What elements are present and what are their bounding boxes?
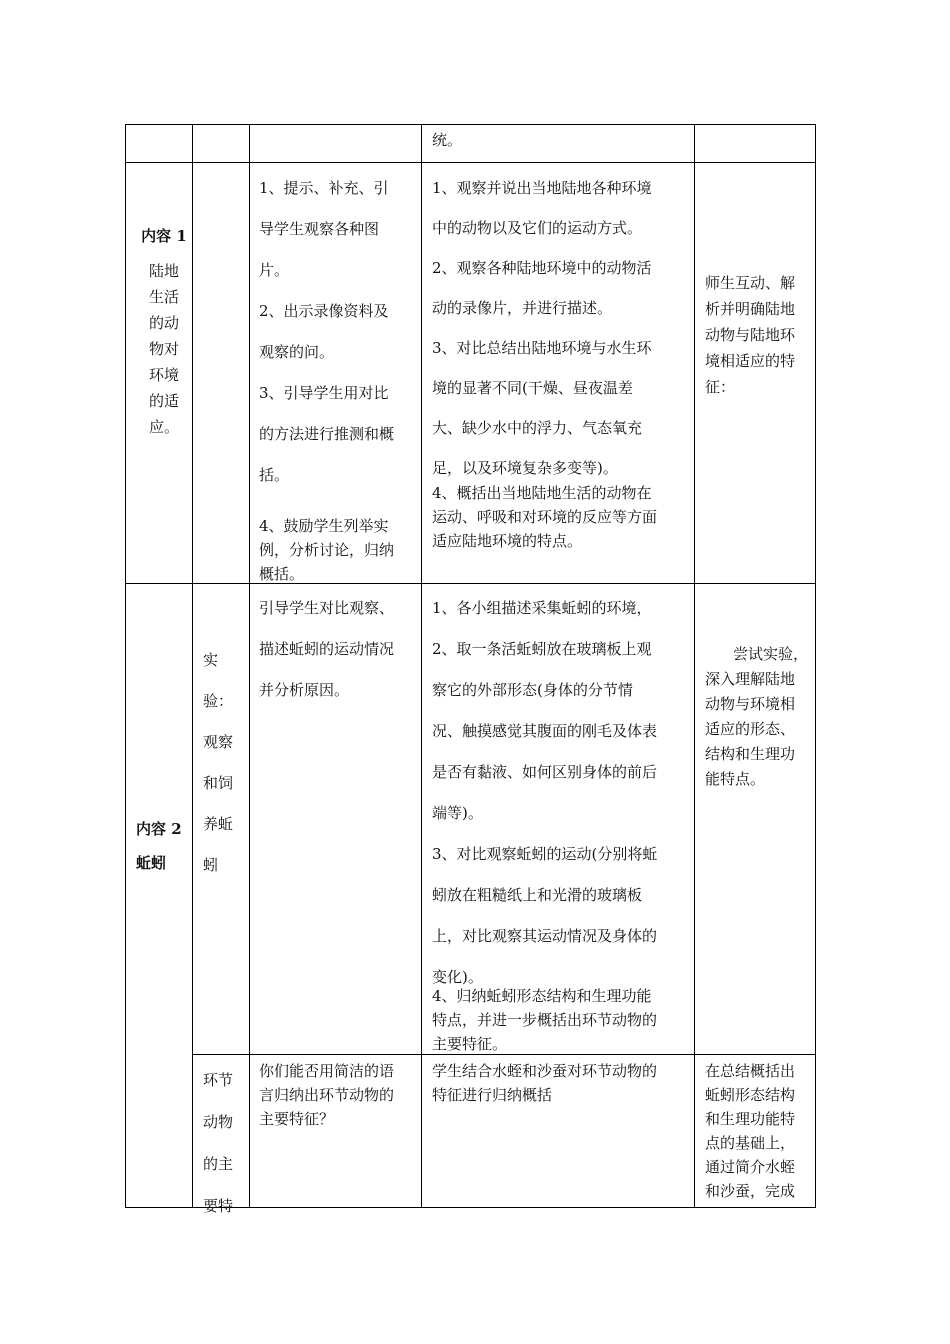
row3-subtopic-cell <box>203 1059 233 1227</box>
text-line: 1、观察并说出当地陆地各种环境 <box>432 179 652 197</box>
text-line: 点的基础上， <box>705 1134 796 1152</box>
row3-student-activity <box>432 1059 657 1107</box>
text-line: 适应陆地环境的特点。 <box>432 532 583 550</box>
text-line: 中的动物以及它们的运动方式。 <box>432 219 643 237</box>
text-line: 例，分析讨论，归纳 <box>259 541 395 559</box>
text-line: 结构和生理功 <box>705 745 796 763</box>
text-line: 并分析原因。 <box>259 681 350 699</box>
row1-student-activity <box>432 168 652 488</box>
text-line: 和生理功能特 <box>705 1110 796 1128</box>
col-line-1 <box>192 124 193 1208</box>
text-line: 足，以及环境复杂多变等)。 <box>432 459 618 477</box>
row3-teacher-question <box>259 1059 394 1131</box>
text-line: 况、触摸感觉其腹面的刚毛及体表 <box>432 722 658 740</box>
text-line: 言归纳出环节动物的 <box>259 1086 395 1104</box>
text-line: 主要特征？ <box>259 1110 335 1128</box>
row1-topic-cell <box>136 226 192 440</box>
row0-activity-text <box>432 130 462 150</box>
text-line: 运动、呼吸和对环境的反应等方面 <box>432 508 658 526</box>
text-line: 征： <box>705 378 736 396</box>
row1-design-intent <box>705 270 795 400</box>
col-line-3 <box>421 124 422 1208</box>
content-1-title: 内容 1 <box>141 227 187 245</box>
text-line: 在总结概括出 <box>705 1062 796 1080</box>
col-line-2 <box>249 124 250 1208</box>
text-line: 你们能否用简洁的语 <box>259 1062 395 1080</box>
text-line: 实 <box>203 651 219 669</box>
text-line: 括。 <box>259 466 290 484</box>
text-line: 导学生观察各种图 <box>259 220 380 238</box>
row3-design-intent <box>705 1059 795 1203</box>
col-line-4 <box>694 124 695 1208</box>
text-line: 4、鼓励学生列举实 <box>259 517 389 535</box>
text-line: 物对 <box>148 340 179 358</box>
col-line-5 <box>815 124 816 1208</box>
text-line: 养蚯 <box>203 815 234 833</box>
text-line: 陆地 <box>148 262 179 280</box>
table-border-top <box>125 124 816 125</box>
text-line: 2、取一条活蚯蚓放在玻璃板上观 <box>432 640 652 658</box>
text-line: 1、提示、补充、引 <box>259 179 389 197</box>
text-line: 概括。 <box>259 565 305 583</box>
text-line: 蚯蚓形态结构 <box>705 1086 796 1104</box>
text-line: 应。 <box>148 418 179 436</box>
text-line: 特点，并进一步概括出环节动物的 <box>432 1011 658 1029</box>
text-line: 3、引导学生用对比 <box>259 384 389 402</box>
text-line: 大、缺少水中的浮力、气态氧充 <box>432 419 643 437</box>
text-line: 描述蚯蚓的运动情况 <box>259 640 395 658</box>
text-line: 动的录像片，并进行描述。 <box>432 299 613 317</box>
content-2-subtitle: 蚯蚓 <box>136 854 167 872</box>
text-line: 学生结合水蛭和沙蚕对环节动物的 <box>432 1062 658 1080</box>
text-line: 3、对比总结出陆地环境与水生环 <box>432 339 652 357</box>
text-line: 片。 <box>259 261 290 279</box>
text-line: 2、出示录像资料及 <box>259 302 389 320</box>
text-line: 蚓放在粗糙纸上和光滑的玻璃板 <box>432 886 643 904</box>
text-line: 动物与环境相 <box>705 695 796 713</box>
text-line: 环境 <box>148 366 179 384</box>
text-line: 统。 <box>432 131 463 149</box>
row1-teacher-activity <box>259 168 394 496</box>
text-line: 变化)。 <box>432 968 483 986</box>
text-line: 境相适应的特 <box>705 352 796 370</box>
text-line: 生活 <box>148 288 179 306</box>
text-line: 环节 <box>203 1071 234 1089</box>
row-divider-1 <box>125 162 816 163</box>
content-2-title: 内容 2 <box>136 820 182 838</box>
row2-student-activity <box>432 588 657 998</box>
text-line: 3、对比观察蚯蚓的运动(分别将蚯 <box>432 845 658 863</box>
text-line: 的动 <box>148 314 179 332</box>
text-line: 上，对比观察其运动情况及身体的 <box>432 927 658 945</box>
text-line: 2、观察各种陆地环境中的动物活 <box>432 259 652 277</box>
row2-design-intent <box>705 642 808 792</box>
text-line: 适应的形态、 <box>705 720 796 738</box>
text-line: 动物与陆地环 <box>705 326 796 344</box>
text-line: 和饲 <box>203 774 234 792</box>
text-line: 的方法进行推测和概 <box>259 425 395 443</box>
text-line: 4、概括出当地陆地生活的动物在 <box>432 484 652 502</box>
text-line: 的主 <box>203 1155 234 1173</box>
text-line: 师生互动、解 <box>705 274 796 292</box>
text-line: 观察 <box>203 733 234 751</box>
text-line: 能特点。 <box>705 770 766 788</box>
text-line: 析并明确陆地 <box>705 300 796 318</box>
text-line: 验： <box>203 692 234 710</box>
text-line: 动物 <box>203 1113 234 1131</box>
text-line: 是否有黏液、如何区别身体的前后 <box>432 763 658 781</box>
text-line: 察它的外部形态(身体的分节情 <box>432 681 633 699</box>
text-line: 通过简介水蛭 <box>705 1158 796 1176</box>
text-line: 引导学生对比观察、 <box>259 599 395 617</box>
text-line: 境的显著不同(干燥、昼夜温差 <box>432 379 633 397</box>
content-1-subtitle <box>136 258 192 440</box>
row1-student-activity-4 <box>432 481 657 553</box>
text-line: 蚓 <box>203 856 219 874</box>
text-line: 观察的问。 <box>259 343 335 361</box>
text-line: 特征进行归纳概括 <box>432 1086 553 1104</box>
text-line: 的适 <box>148 392 179 410</box>
row1-teacher-activity-4 <box>259 514 394 586</box>
row2-subtopic-cell <box>203 640 233 886</box>
text-line: 端等)。 <box>432 804 483 822</box>
text-line: 深入理解陆地 <box>705 670 796 688</box>
row2-topic-cell <box>136 812 182 880</box>
col-line-0 <box>125 124 126 1208</box>
text-line: 要特 <box>203 1197 234 1215</box>
row2-teacher-activity <box>259 588 394 711</box>
text-line: 4、归纳蚯蚓形态结构和生理功能 <box>432 987 652 1005</box>
row2-student-activity-4 <box>432 984 657 1056</box>
text-line: 和沙蚕，完成 <box>705 1182 796 1200</box>
text-line: 主要特征。 <box>432 1035 508 1053</box>
text-line: 尝试实验， <box>733 645 809 663</box>
text-line: 1、各小组描述采集蚯蚓的环境， <box>432 599 652 617</box>
row-divider-2 <box>125 583 816 584</box>
